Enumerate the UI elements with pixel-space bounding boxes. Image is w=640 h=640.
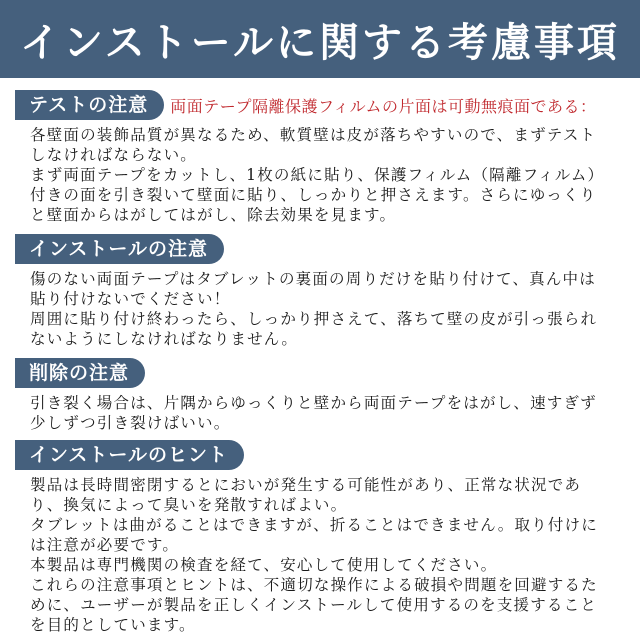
body-line: 貼り付けないでください！ bbox=[30, 290, 231, 308]
section-body-test bbox=[30, 125, 610, 225]
section-head bbox=[0, 438, 640, 472]
body-line: しなければならない。 bbox=[30, 146, 198, 164]
section-removal bbox=[0, 356, 640, 433]
body-line: まず両面テープをカットし、1枚の紙に貼り、保護フィルム（隔離フィルム） bbox=[30, 166, 605, 184]
page-title: インストールに関する考慮事項 bbox=[20, 18, 620, 66]
section-body-install bbox=[30, 269, 610, 349]
body-line: めに、ユーザーが製品を正しくインストールして使用するのを支援すること bbox=[30, 596, 598, 614]
section-head bbox=[0, 232, 640, 266]
body-line: これらの注意事項とヒントは、不適切な操作による破損や問題を回避するた bbox=[30, 576, 598, 594]
body-line: り、換気によって臭いを発散すればよい。 bbox=[30, 496, 348, 514]
section-head bbox=[0, 356, 640, 390]
section-heading-removal: 削除の注意 bbox=[15, 358, 145, 388]
body-line: を目的としています。 bbox=[30, 616, 196, 634]
section-test bbox=[0, 88, 640, 225]
section-heading-tips: インストールのヒント bbox=[15, 440, 244, 470]
section-heading-test: テストの注意 bbox=[15, 90, 164, 120]
header-banner bbox=[0, 0, 640, 78]
body-line: と壁面からはがしてはがし、除去効果を見ます。 bbox=[30, 206, 397, 224]
body-line: は注意が必要です。 bbox=[30, 536, 180, 554]
body-line: 製品は長時間密閉するとにおいが発生する可能性があり、正常な状況であ bbox=[30, 476, 582, 494]
section-body-tips bbox=[30, 475, 610, 635]
body-line: 引き裂く場合は、片隅からゆっくりと壁から両面テープをはがし、速すぎず bbox=[30, 394, 597, 412]
section-install bbox=[0, 232, 640, 349]
test-warning-note: 両面テープ隔離保護フィルムの片面は可動無痕面である： bbox=[170, 96, 597, 116]
body-line: 各壁面の装飾品質が異なるため、軟質壁は皮が落ちやすいので、まずテスト bbox=[30, 126, 597, 144]
body-line: 傷のない両面テープはタブレットの裏面の周りだけを貼り付けて、真ん中は bbox=[30, 270, 596, 288]
body-line: 本製品は専門機関の検査を経て、安心して使用してください。 bbox=[30, 556, 498, 574]
section-heading-install: インストールの注意 bbox=[15, 234, 224, 264]
section-head bbox=[0, 88, 640, 122]
section-tips bbox=[0, 438, 640, 635]
body-line: 付きの面を引き裂いて壁面に貼り、しっかりと押さえます。さらにゆっくり bbox=[30, 186, 597, 204]
body-line: 少しずつ引き裂けばいい。 bbox=[30, 414, 231, 432]
body-line: 周囲に貼り付け終わったら、しっかり押さえて、落ちて壁の皮が引っ張られ bbox=[30, 310, 598, 328]
body-line: タブレットは曲がることはできますが、折ることはできません。取り付けに bbox=[30, 516, 598, 534]
body-line: ないようにしなければなりません。 bbox=[30, 330, 299, 348]
section-body-removal bbox=[30, 393, 610, 433]
